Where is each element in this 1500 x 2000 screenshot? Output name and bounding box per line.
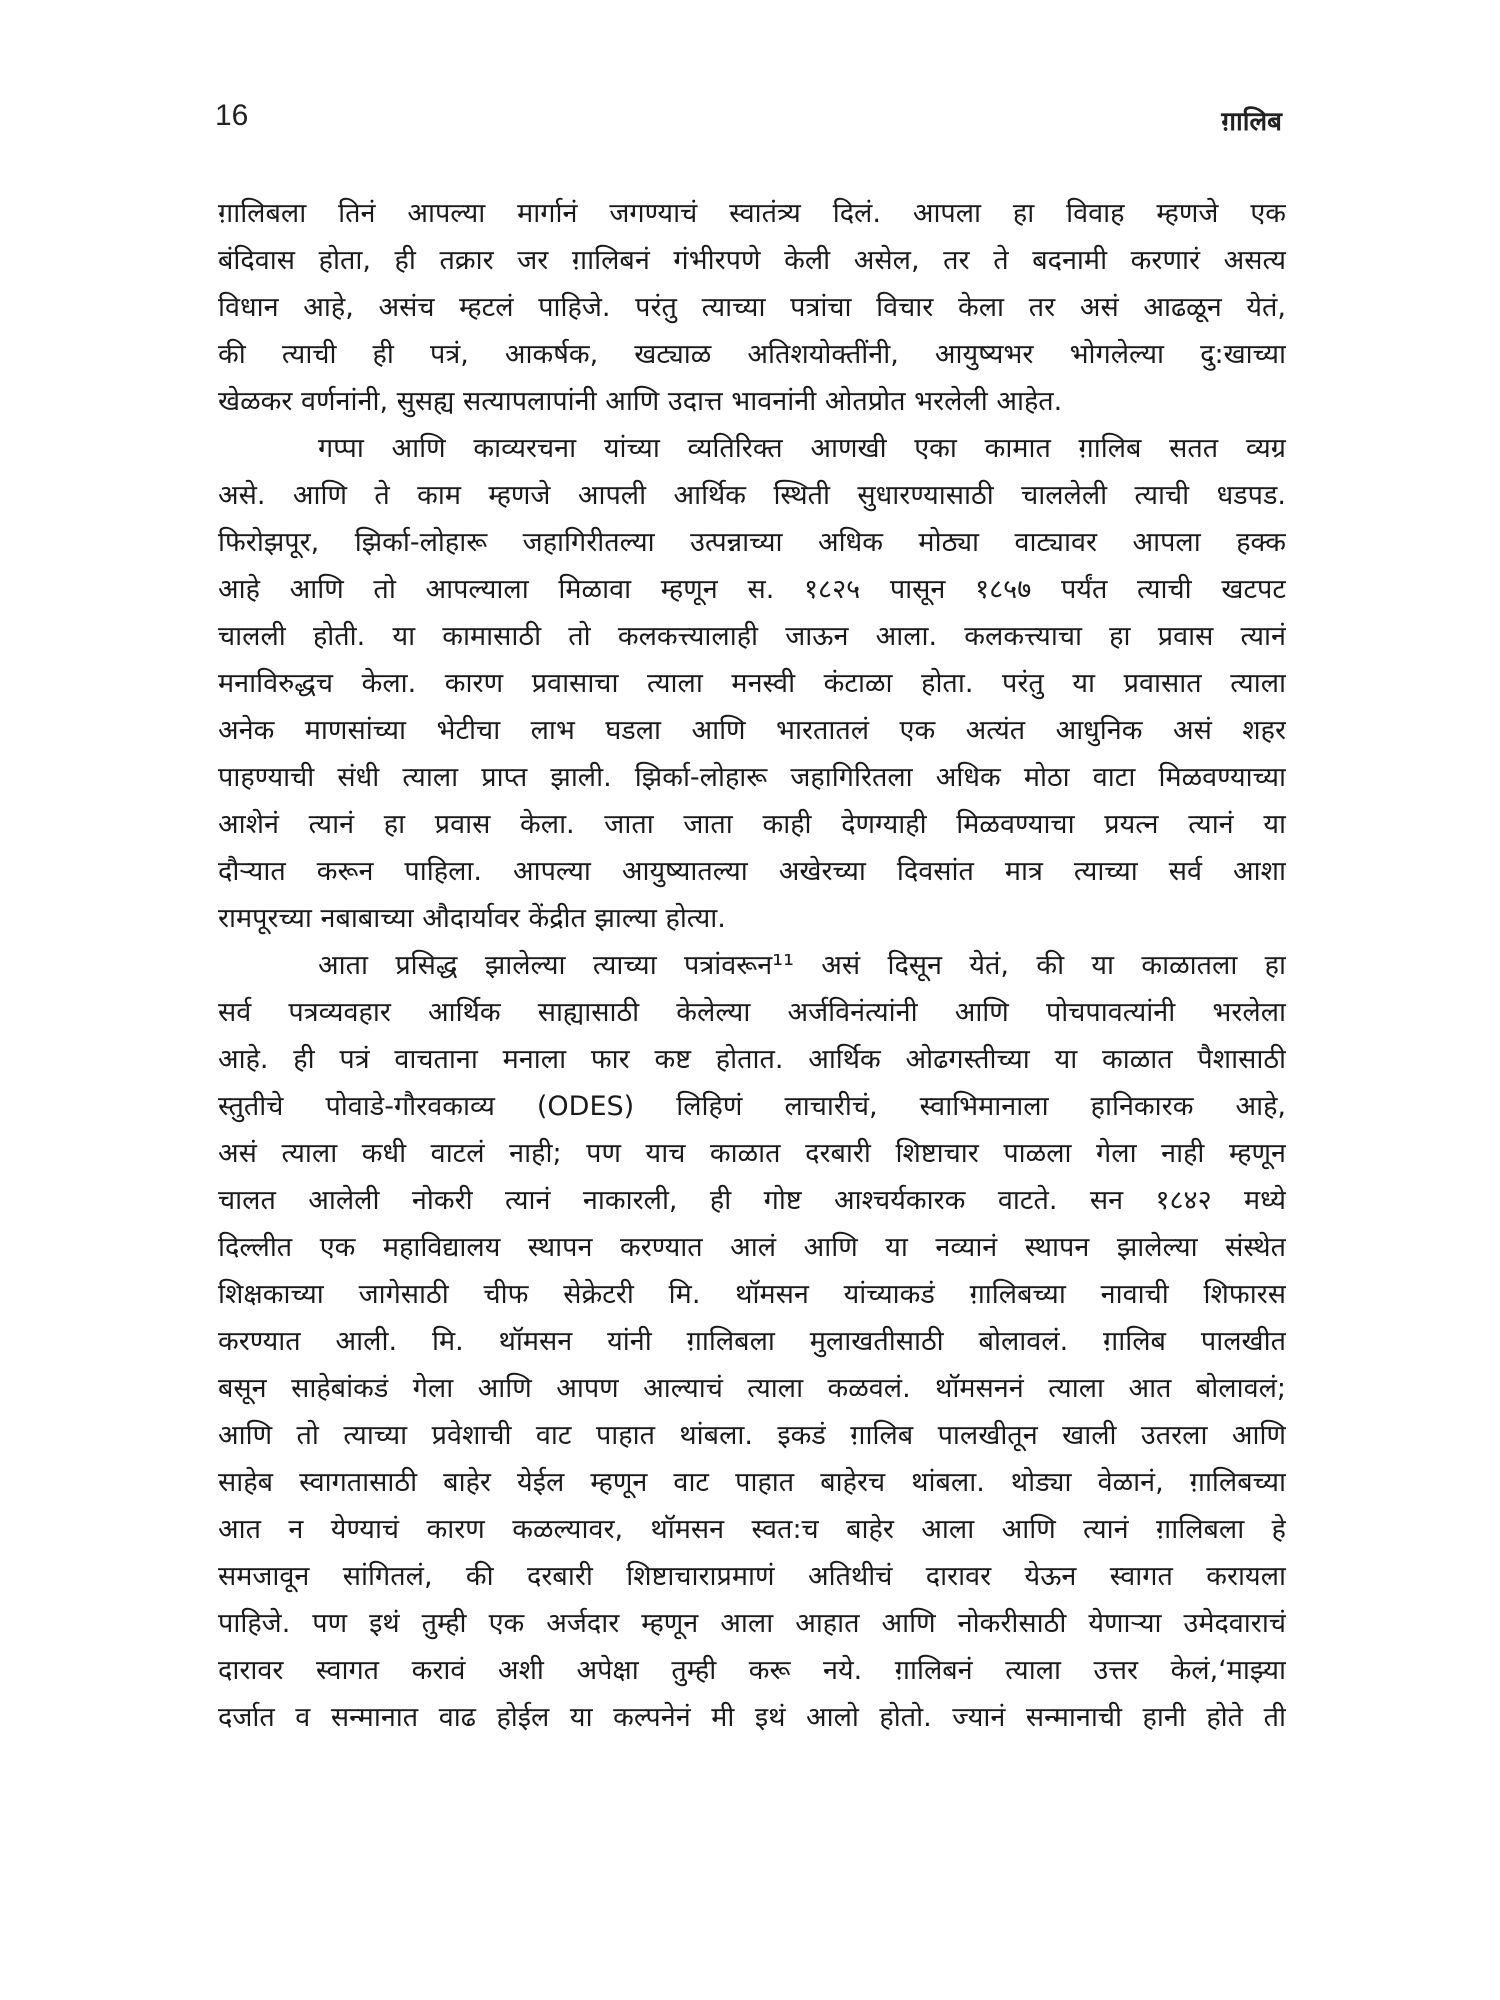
text-line: करण्यात आली. मि. थॉमसन यांनी ग़ालिबला मुलाखतीसाठी बोलावलं. ग़ालिब पालखीत	[218, 1326, 1286, 1357]
text-line: चालत आलेली नोकरी त्यानं नाकारली, ही गोष्ट आश्चर्यकारक वाटते. सन १८४२ मध्ये	[218, 1185, 1286, 1216]
text-line: खेळकर वर्णनांनी, सुसह्य सत्यापलापांनी आणि उदात्त भावनांनी ओतप्रोत भरलेली आहेत.	[218, 386, 1063, 417]
text-line: पाहिजे. पण इथं तुम्ही एक अर्जदार म्हणून आला आहात आणि नोकरीसाठी येणाऱ्या उमेदवाराचं	[218, 1608, 1286, 1639]
body-text	[218, 190, 1286, 1741]
text-line: अनेक माणसांच्या भेटीचा लाभ घडला आणि भारतातलं एक अत्यंत आधुनिक असं शहर	[218, 715, 1286, 746]
text-line: पाहण्याची संधी त्याला प्राप्त झाली. झिर्का-लोहारू जहागिरितला अधिक मोठा वाटा मिळवण्याच्या	[218, 762, 1286, 793]
text-line: सर्व पत्रव्यवहार आर्थिक साह्यासाठी केलेल्या अर्जविनंत्यांनी आणि पोचपावत्यांनी भरलेला	[218, 997, 1286, 1028]
running-title: ग़ालिब	[1221, 107, 1282, 137]
text-line: असे. आणि ते काम म्हणजे आपली आर्थिक स्थिती सुधारण्यासाठी चाललेली त्याची धडपड.	[218, 480, 1286, 511]
text-line: आहे आणि तो आपल्याला मिळावा म्हणून स. १८२५ पासून १८५७ पर्यंत त्याची खटपट	[218, 574, 1286, 605]
text-line: की त्याची ही पत्रं, आकर्षक, खट्याळ अतिशयोक्तींनी, आयुष्यभर भोगलेल्या दु:खाच्या	[218, 339, 1286, 370]
text-line: बसून साहेबांकडं गेला आणि आपण आल्याचं त्याला कळवलं. थॉमसननं त्याला आत बोलावलं;	[218, 1373, 1286, 1404]
text-line: चालली होती. या कामासाठी तो कलकत्त्यालाही जाऊन आला. कलकत्त्याचा हा प्रवास त्यानं	[218, 621, 1286, 652]
text-line: आशेनं त्यानं हा प्रवास केला. जाता जाता काही देणग्याही मिळवण्याचा प्रयत्न त्यानं या	[218, 809, 1286, 840]
text-line: ग़ालिबला तिनं आपल्या मार्गानं जगण्याचं स्वातंत्र्य दिलं. आपला हा विवाह म्हणजे एक	[218, 198, 1286, 229]
text-line: गप्पा आणि काव्यरचना यांच्या व्यतिरिक्त आणखी एका कामात ग़ालिब सतत व्यग्र	[318, 433, 1286, 464]
text-line: स्तुतीचे पोवाडे-गौरवकाव्य (ODES) लिहिणं लाचारीचं, स्वाभिमानाला हानिकारक आहे,	[218, 1091, 1286, 1122]
text-line: दिल्लीत एक महाविद्यालय स्थापन करण्यात आलं आणि या नव्यानं स्थापन झालेल्या संस्थेत	[218, 1232, 1286, 1263]
text-line: आणि तो त्याच्या प्रवेशाची वाट पाहात थांबला. इकडं ग़ालिब पालखीतून खाली उतरला आणि	[218, 1420, 1286, 1451]
page-number: 16	[215, 99, 249, 132]
text-line: आता प्रसिद्ध झालेल्या त्याच्या पत्रांवरून¹¹ असं दिसून येतं, की या काळातला हा	[318, 950, 1286, 981]
text-line: बंदिवास होता, ही तक्रार जर ग़ालिबनं गंभीरपणे केली असेल, तर ते बदनामी करणारं असत्य	[218, 245, 1286, 276]
text-line: साहेब स्वागतासाठी बाहेर येईल म्हणून वाट पाहात बाहेरच थांबला. थोड्या वेळानं, ग़ालिबच्या	[218, 1467, 1286, 1498]
text-line: शिक्षकाच्या जागेसाठी चीफ सेक्रेटरी मि. थॉमसन यांच्याकडं ग़ालिबच्या नावाची शिफारस	[218, 1279, 1286, 1310]
text-line: रामपूरच्या नबाबाच्या औदार्यावर केंद्रीत झाल्या होत्या.	[218, 903, 726, 934]
text-line: दारावर स्वागत करावं अशी अपेक्षा तुम्ही करू नये. ग़ालिबनं त्याला उत्तर केलं,‘माझ्या	[218, 1655, 1286, 1686]
text-line: मनाविरुद्धच केला. कारण प्रवासाचा त्याला मनस्वी कंटाळा होता. परंतु या प्रवासात त्याला	[218, 668, 1286, 699]
text-line: दौऱ्यात करून पाहिला. आपल्या आयुष्यातल्या अखेरच्या दिवसांत मात्र त्याच्या सर्व आशा	[218, 856, 1286, 887]
text-line: आहे. ही पत्रं वाचताना मनाला फार कष्ट होतात. आर्थिक ओढगस्तीच्या या काळात पैशासाठी	[218, 1044, 1286, 1075]
text-line: आत न येण्याचं कारण कळल्यावर, थॉमसन स्वत:च बाहेर आला आणि त्यानं ग़ालिबला हे	[218, 1514, 1286, 1545]
text-line: दर्जात व सन्मानात वाढ होईल या कल्पनेनं मी इथं आलो होतो. ज्यानं सन्मानाची हानी होते ती	[218, 1702, 1286, 1733]
text-line: समजावून सांगितलं, की दरबारी शिष्टाचाराप्रमाणं अतिथीचं दारावर येऊन स्वागत करायला	[218, 1561, 1286, 1592]
text-line: असं त्याला कधी वाटलं नाही; पण याच काळात दरबारी शिष्टाचार पाळला गेला नाही म्हणून	[218, 1138, 1286, 1169]
text-line: फिरोझपूर, झिर्का-लोहारू जहागिरीतल्या उत्पन्नाच्या अधिक मोठ्या वाट्यावर आपला हक्क	[218, 527, 1286, 558]
text-line: विधान आहे, असंच म्हटलं पाहिजे. परंतु त्याच्या पत्रांचा विचार केला तर असं आढळून येतं,	[218, 292, 1286, 323]
